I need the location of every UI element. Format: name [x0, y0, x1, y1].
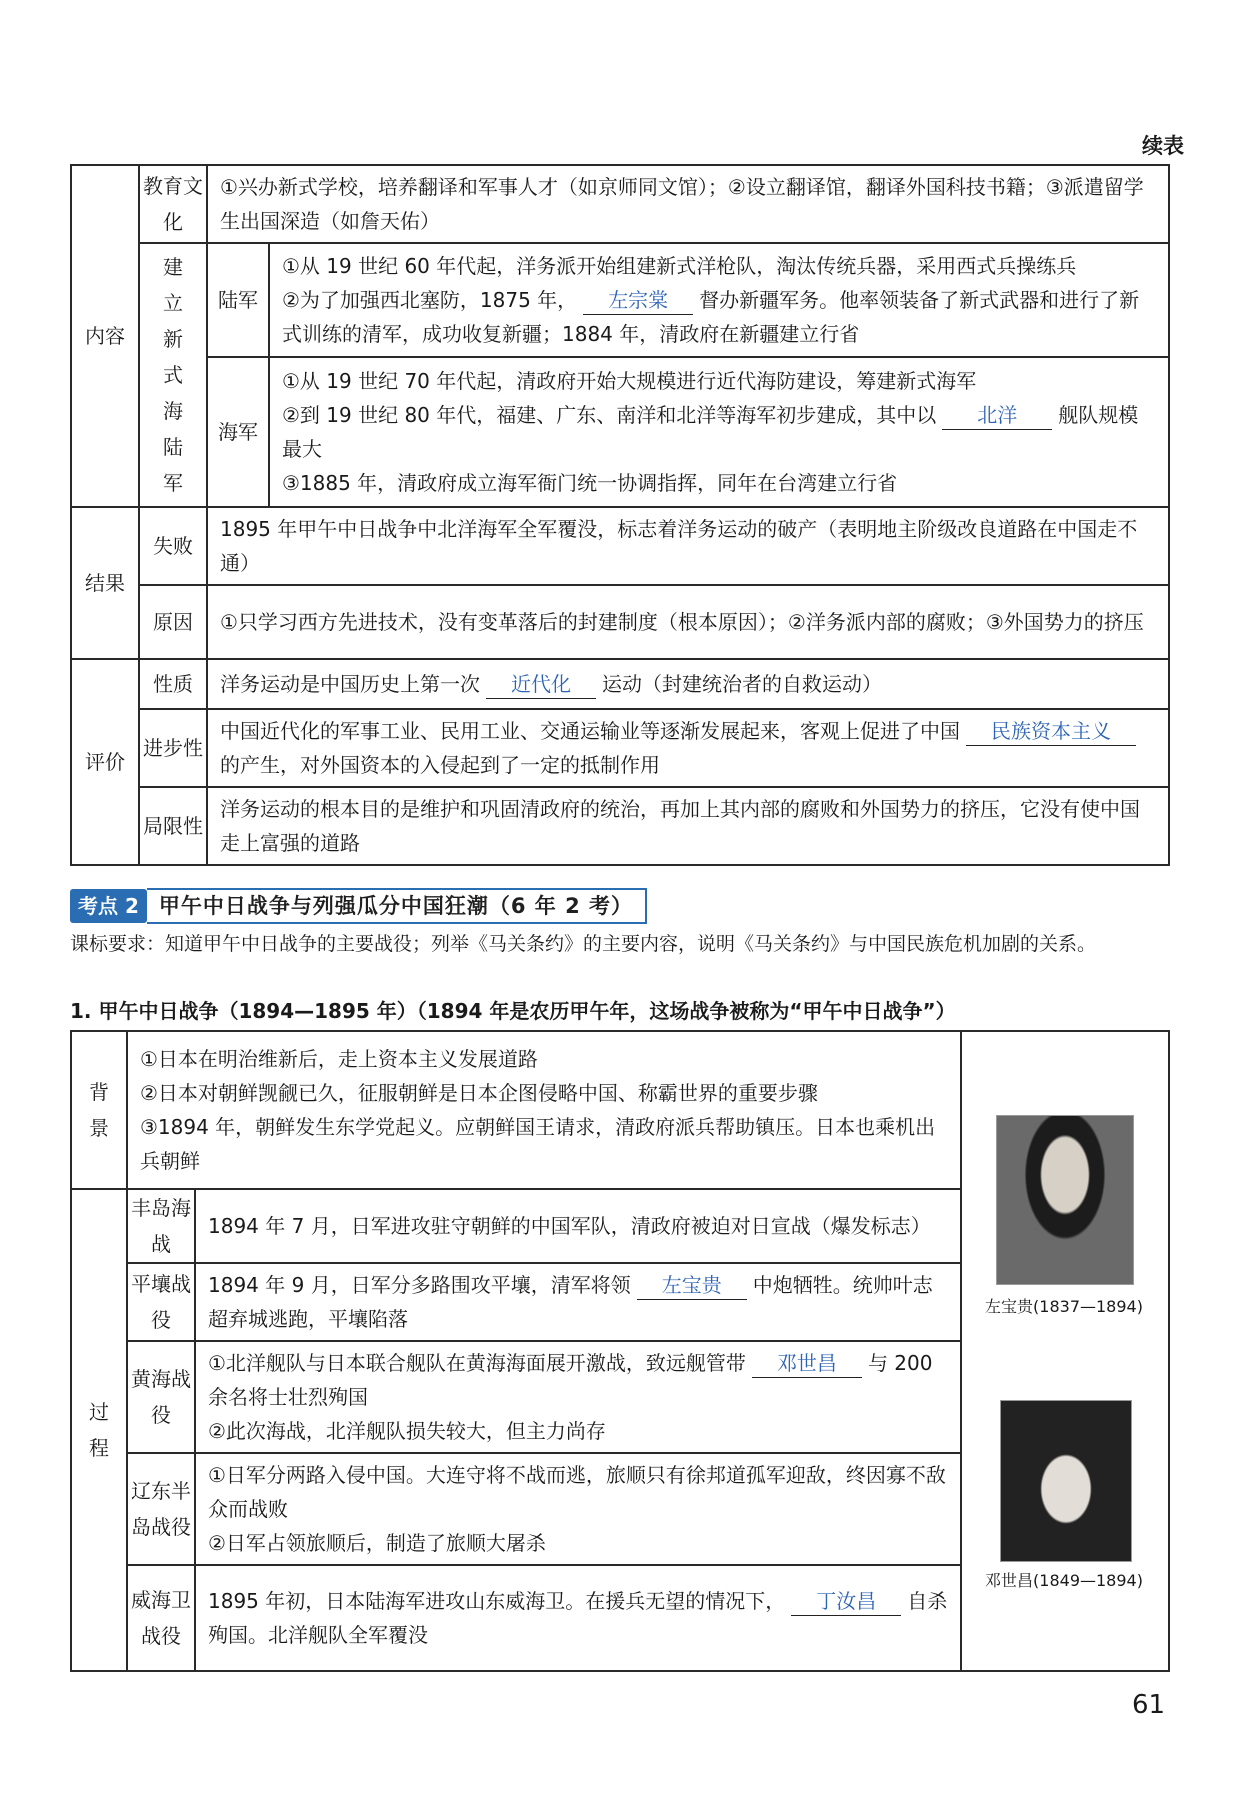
- bg-line3: ③1894 年，朝鲜发生东学党起义。应朝鲜国王请求，清政府派兵帮助镇压。日本也乘机出兵朝鲜: [140, 1115, 936, 1173]
- bg-line2: ②日本对朝鲜觊觎已久，征服朝鲜是日本企图侵略中国、称霸世界的重要步骤: [140, 1081, 818, 1105]
- army-line2-post: 督办新疆军务。他率领装备了新式武器和进行了新式训练的清军，成功收复新疆；1884 年，清政府在新疆建立行省: [282, 288, 1140, 346]
- huanghai-text: [195, 1341, 961, 1453]
- reason-text: ①只学习西方先进技术，没有变革落后的封建制度（根本原因）；②洋务派内部的腐败；③外国势力的挤压: [207, 585, 1169, 659]
- army-label: 陆军: [207, 243, 269, 357]
- huanghai-pre: ①北洋舰队与日本联合舰队在黄海海面展开激战，致远舰管带: [208, 1351, 746, 1375]
- nature-post: 运动（封建统治者的自救运动）: [602, 672, 882, 696]
- army-line2-pre: ②为了加强西北塞防，1875 年，: [282, 288, 578, 312]
- pingrang-answer-blank: 左宝贵: [637, 1271, 747, 1300]
- progress-post: 的产生，对外国资本的入侵起到了一定的抵制作用: [220, 753, 660, 777]
- huanghai-post: 与 200 余名将士壮烈殉国: [208, 1351, 933, 1409]
- fengdao-text: 1894 年 7 月，日军进攻驻守朝鲜的中国军队，清政府被迫对日宣战（爆发标志）: [195, 1189, 961, 1263]
- progress-answer-blank: 民族资本主义: [966, 717, 1136, 746]
- liaodong-line2: ②日军占领旅顺后，制造了旅顺大屠杀: [208, 1531, 546, 1555]
- navy-label: 海军: [207, 357, 269, 507]
- navy-line2-pre: ②到 19 世纪 80 年代，福建、广东、南洋和北洋等海军初步建成，其中以: [282, 403, 937, 427]
- huanghai-line2: ②此次海战，北洋舰队损失较大，但主力尚存: [208, 1419, 606, 1443]
- result-label: 结果: [71, 507, 139, 659]
- fengdao-label: 丰岛海战: [127, 1189, 195, 1263]
- navy-answer-blank: 北洋: [942, 401, 1052, 430]
- liaodong-text: [195, 1453, 961, 1565]
- nature-label: 性质: [139, 659, 207, 709]
- bg-line1: ①日本在明治维新后，走上资本主义发展道路: [140, 1047, 538, 1071]
- edu-text: ①兴办新式学校，培养翻译和军事人才（如京师同文馆）；②设立翻译馆，翻译外国科技书籍；③派遣留学生出国深造（如詹天佑）: [207, 165, 1169, 243]
- weihai-text: [195, 1565, 961, 1671]
- army-answer-blank: 左宗棠: [583, 286, 693, 315]
- navy-text: [269, 357, 1169, 507]
- progress-text: [207, 709, 1169, 787]
- weihai-pre: 1895 年初，日本陆海军进攻山东威海卫。在援兵无望的情况下，: [208, 1589, 786, 1613]
- subsection-heading: 1. 甲午中日战争（1894—1895 年）（1894 年是农历甲午年，这场战争被称为“甲午中日战争”）: [70, 999, 956, 1023]
- pingrang-pre: 1894 年 9 月，日军分多路围攻平壤，清军将领: [208, 1273, 631, 1297]
- background-label: 背景: [71, 1031, 127, 1189]
- section-tag: 考点 2: [70, 889, 147, 923]
- navy-line1: ①从 19 世纪 70 年代起，清政府开始大规模进行近代海防建设，筹建新式海军: [282, 369, 977, 393]
- content-label: 内容: [71, 165, 139, 507]
- progress-label: 进步性: [139, 709, 207, 787]
- weihai-post: 自杀殉国。北洋舰队全军覆没: [208, 1589, 948, 1647]
- portrait-deng-shichang: [1000, 1400, 1132, 1562]
- liaodong-line1: ①日军分两路入侵中国。大连守将不战而逃，旅顺只有徐邦道孤军迎敌，终因寡不敌众而战败: [208, 1463, 946, 1521]
- pingrang-label: 平壤战役: [127, 1263, 195, 1341]
- reason-label: 原因: [139, 585, 207, 659]
- huanghai-label: 黄海战役: [127, 1341, 195, 1453]
- pingrang-text: [195, 1263, 961, 1341]
- caption-deng-shichang: 邓世昌(1849—1894): [985, 1571, 1143, 1590]
- limit-label: 局限性: [139, 787, 207, 865]
- background-text: [127, 1031, 961, 1189]
- army-text: [269, 243, 1169, 357]
- failure-text: 1895 年甲午中日战争中北洋海军全军覆没，标志着洋务运动的破产（表明地主阶级改良道路在中国走不通）: [207, 507, 1169, 585]
- page-number: 61: [1132, 1690, 1166, 1720]
- weihai-answer-blank: 丁汝昌: [791, 1587, 901, 1616]
- navy-line2-post: 舰队规模最大: [282, 403, 1139, 461]
- yangwu-table: [70, 164, 1170, 866]
- failure-label: 失败: [139, 507, 207, 585]
- section-header: [70, 888, 647, 924]
- limit-text: 洋务运动的根本目的是维护和巩固清政府的统治，再加上其内部的腐败和外国势力的挤压，它没有使中国走上富强的道路: [207, 787, 1169, 865]
- huanghai-answer-blank: 邓世昌: [752, 1349, 862, 1378]
- section-title: 甲午中日战争与列强瓜分中国狂潮（6 年 2 考）: [147, 888, 647, 924]
- nature-pre: 洋务运动是中国历史上第一次: [220, 672, 480, 696]
- navy-line3: ③1885 年，清政府成立海军衙门统一协调指挥，同年在台湾建立行省: [282, 471, 898, 495]
- progress-pre: 中国近代化的军事工业、民用工业、交通运输业等逐渐发展起来，客观上促进了中国: [220, 719, 960, 743]
- military-label: 建立新式海陆军: [139, 243, 207, 507]
- curriculum-requirement: 课标要求：知道甲午中日战争的主要战役；列举《马关条约》的主要内容，说明《马关条约》与中国民族危机加剧的关系。: [70, 933, 1097, 955]
- nature-text: [207, 659, 1169, 709]
- evaluation-label: 评价: [71, 659, 139, 865]
- army-line1: ①从 19 世纪 60 年代起，洋务派开始组建新式洋枪队，淘汰传统兵器，采用西式兵操练兵: [282, 254, 1077, 278]
- liaodong-label: 辽东半岛战役: [127, 1453, 195, 1565]
- nature-answer-blank: 近代化: [486, 670, 596, 699]
- pingrang-post: 中炮牺牲。统帅叶志超弃城逃跑，平壤陷落: [208, 1273, 933, 1331]
- edu-label: 教育文化: [139, 165, 207, 243]
- caption-zuo-baogui: 左宝贵(1837—1894): [985, 1297, 1143, 1316]
- weihai-label: 威海卫战役: [127, 1565, 195, 1671]
- continued-label: 续表: [1142, 134, 1184, 158]
- process-label: 过程: [71, 1189, 127, 1671]
- portrait-zuo-baogui: [996, 1115, 1134, 1285]
